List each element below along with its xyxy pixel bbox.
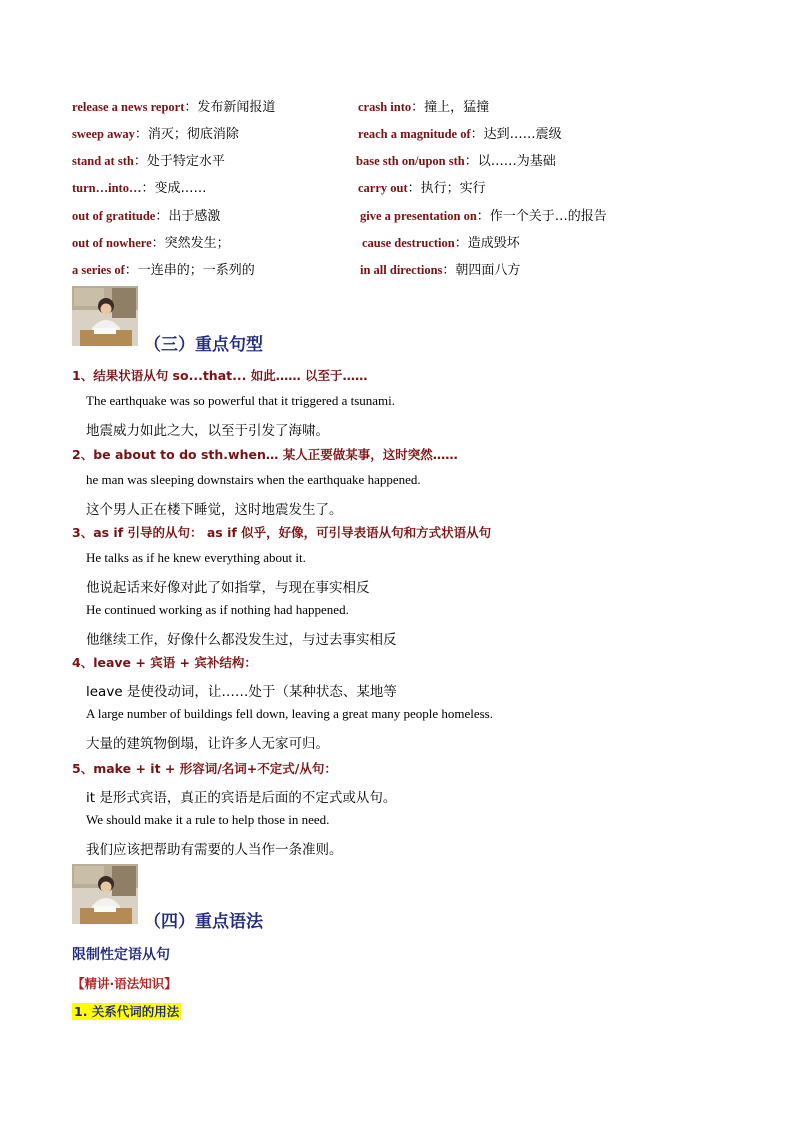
grammar-topic: 限制性定语从句 [72, 947, 170, 963]
example-sentence-cn: 这个男人正在楼下睡觉，这时地震发生了。 [86, 502, 343, 518]
phrase-cn: ：以……为基础 [464, 154, 556, 169]
example-sentence-cn: leave 是使役动词，让……处于（某种状态、某地等 [86, 684, 397, 700]
phrase-en: reach a magnitude of [358, 127, 471, 141]
phrase-left [72, 232, 230, 251]
phrase-en: a series of [72, 263, 125, 277]
example-sentence-en: We should make it a rule to help those in need. [86, 812, 330, 827]
phrase-right [356, 150, 556, 169]
phrase-en: crash into [358, 100, 412, 114]
phrase-en: base sth on/upon sth [356, 154, 465, 168]
phrase-right [360, 205, 607, 224]
phrase-en: in all directions [360, 263, 443, 277]
phrase-en: stand at sth [72, 154, 134, 168]
example-sentence-en: A large number of buildings fell down, leaving a great many people homeless. [86, 706, 493, 721]
phrase-right [358, 96, 489, 115]
phrase-cn: ：变成…… [141, 181, 207, 196]
phrase-cn: ：作一个关于…的报告 [476, 209, 607, 224]
phrase-cn: ：一连串的；一系列的 [124, 263, 255, 278]
phrase-en: out of gratitude [72, 209, 156, 223]
phrase-cn: ：造成毁坏 [454, 236, 520, 251]
phrase-left [72, 259, 255, 278]
phrase-en: turn…into… [72, 181, 142, 195]
phrase-cn: ：达到……震级 [470, 127, 562, 142]
phrase-cn: ：发布新闻报道 [184, 100, 276, 115]
grammar-item-heading [72, 1001, 181, 1020]
example-sentence-cn: 他继续工作，好像什么都没发生过，与过去事实相反 [86, 632, 397, 648]
example-sentence-en: He continued working as if nothing had happened. [86, 602, 349, 617]
pattern-title: 2、be about to do sth.when… 某人正要做某事，这时突然…… [72, 447, 458, 462]
pattern-title: 5、make + it + 形容词/名词+不定式/从句： [72, 761, 337, 776]
phrase-en: sweep away [72, 127, 135, 141]
example-sentence-cn: 大量的建筑物倒塌，让许多人无家可归。 [86, 736, 329, 752]
phrase-cn: ：消灭；彻底消除 [134, 127, 239, 142]
example-sentence-cn: 他说起话来好像对此了如指掌，与现在事实相反 [86, 580, 370, 596]
pattern-title: 1、结果状语从句 so...that... 如此…… 以至于…… [72, 368, 368, 383]
phrase-cn: ：撞上，猛撞 [411, 100, 490, 115]
example-sentence-cn: it 是形式宾语，真正的宾语是后面的不定式或从句。 [86, 790, 397, 806]
phrase-en: give a presentation on [360, 209, 477, 223]
phrase-left [72, 177, 206, 196]
phrase-en: cause destruction [362, 236, 455, 250]
phrase-cn: ：执行；实行 [407, 181, 486, 196]
example-sentence-cn: 我们应该把帮助有需要的人当作一条准则。 [86, 842, 343, 858]
phrase-left [72, 205, 220, 224]
student-reading-image [72, 286, 138, 346]
phrase-left [72, 96, 275, 115]
phrase-left [72, 123, 239, 142]
phrase-cn: ：处于特定水平 [133, 154, 225, 169]
phrase-right [358, 123, 562, 142]
example-sentence-en: The earthquake was so powerful that it triggered a tsunami. [86, 393, 396, 408]
highlighted-heading: 1. 关系代词的用法 [74, 1004, 180, 1019]
example-sentence-en: he man was sleeping downstairs when the earthquake happened. [86, 472, 421, 487]
phrase-en: release a news report [72, 100, 185, 114]
phrase-right [362, 232, 520, 251]
phrase-right [358, 177, 486, 196]
example-sentence-en: He talks as if he knew everything about it. [86, 550, 306, 565]
phrase-right [360, 259, 520, 278]
phrase-cn: ：突然发生； [151, 236, 230, 251]
pattern-title: 4、leave + 宾语 + 宾补结构： [72, 655, 257, 670]
grammar-subheading: 【精讲·语法知识】 [72, 976, 177, 991]
example-sentence-cn: 地震威力如此之大，以至于引发了海啸。 [86, 423, 329, 439]
section-title-key-grammar: （四）重点语法 [144, 912, 263, 932]
section-title-key-sentences: （三）重点句型 [144, 335, 263, 355]
phrase-cn: ：朝四面八方 [442, 263, 521, 278]
phrase-en: out of nowhere [72, 236, 152, 250]
pattern-title: 3、as if 引导的从句： as if 似乎，好像，可引导表语从句和方式状语从句 [72, 525, 492, 540]
student-reading-image [72, 864, 138, 924]
phrase-left [72, 150, 225, 169]
phrase-en: carry out [358, 181, 408, 195]
phrase-cn: ：出于感激 [155, 209, 221, 224]
